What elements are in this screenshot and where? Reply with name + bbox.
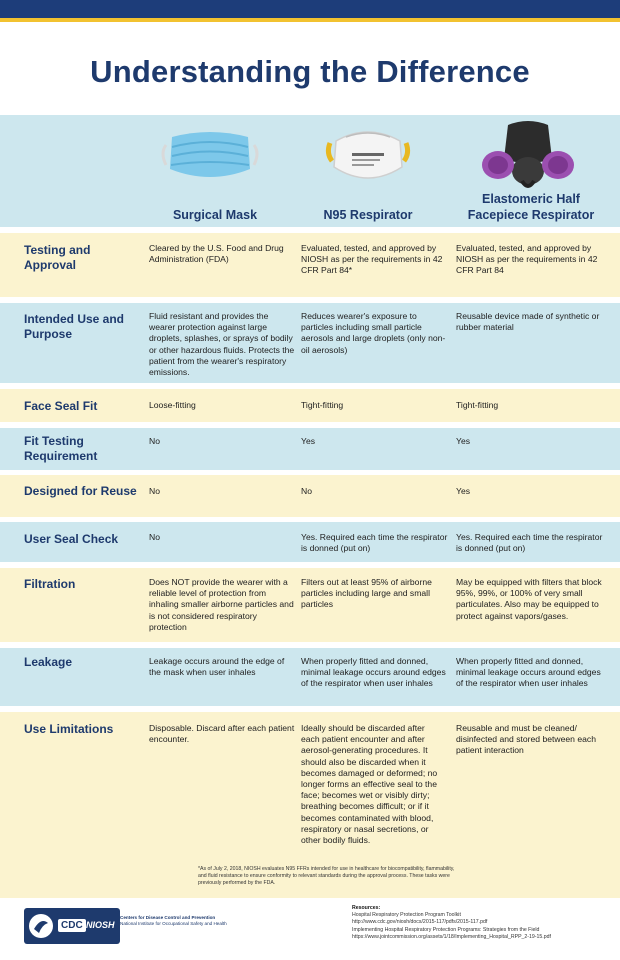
cdc-niosh-logo bbox=[24, 908, 120, 944]
resource-2-title: Implementing Hospital Respiratory Protection Programs: Strategies from the Field bbox=[352, 926, 540, 933]
row-leakage bbox=[0, 648, 620, 706]
resources bbox=[352, 905, 612, 941]
cell-sealcheck-elastomeric: Yes. Required each time the respirator is donned (put on) bbox=[456, 532, 603, 554]
cell-testing-surgical: Cleared by the U.S. Food and Drug Administration (FDA) bbox=[149, 243, 284, 265]
resource-2-link[interactable]: https://www.jointcommission.org/assets/1/18/Implementing_Hospital_RPP_2-19-15.pdf bbox=[352, 933, 551, 940]
row-fittest bbox=[0, 428, 620, 470]
cdc-logo-text: CDC bbox=[58, 919, 86, 932]
cell-sealcheck-n95: Yes. Required each time the respirator is donned (put on) bbox=[301, 532, 448, 554]
cell-filtration-surgical: Does NOT provide the wearer with a reliable level of protection from inhaling smaller airborne particles and is not considered respiratory protection bbox=[149, 577, 294, 632]
row-reuse bbox=[0, 475, 620, 517]
row-label-reuse: Designed for Reuse bbox=[24, 484, 137, 498]
row-label-fittest: Fit Testing Requirement bbox=[24, 434, 98, 463]
cell-leakage-elastomeric: When properly fitted and donned, minimal leakage occurs around edges of the respirator when user inhales bbox=[456, 656, 601, 689]
niosh-logo-text: NIOSH bbox=[86, 920, 115, 930]
org-niosh: National Institute for Occupational Safety and Health bbox=[120, 921, 227, 927]
top-banner-stripe bbox=[0, 18, 620, 22]
row-faceseal bbox=[0, 389, 620, 422]
cell-leakage-surgical: Leakage occurs around the edge of the mask when user inhales bbox=[149, 656, 285, 678]
cell-faceseal-n95: Tight-fitting bbox=[301, 400, 344, 410]
row-label-sealcheck: User Seal Check bbox=[24, 532, 119, 546]
cell-reuse-elastomeric: Yes bbox=[456, 486, 471, 496]
cell-reuse-n95: No bbox=[301, 486, 312, 496]
footer-org bbox=[120, 915, 240, 927]
column-header-surgical: Surgical Mask bbox=[172, 208, 258, 222]
row-label-intended: Intended Use and Purpose bbox=[24, 312, 125, 341]
org-cdc: Centers for Disease Control and Prevention bbox=[120, 915, 216, 920]
row-label-leakage: Leakage bbox=[24, 655, 73, 669]
row-filtration bbox=[0, 568, 620, 642]
cell-fittest-surgical: No bbox=[149, 436, 160, 446]
cell-limitations-n95: Ideally should be discarded after each patient encounter and after aerosol-generating procedures. It should also be discarded when it becomes damaged or deformed; no longer forms an effective seal to the face; becomes wet or visibly dirty; breathing becomes difficult; or if it becomes contaminated with blood, respiratory or nasal secretions, or other bodily fluids. bbox=[301, 723, 438, 846]
cell-faceseal-elastomeric: Tight-fitting bbox=[456, 400, 499, 410]
surgical-mask-icon bbox=[158, 123, 262, 191]
row-sealcheck bbox=[0, 522, 620, 562]
cell-fittest-elastomeric: Yes bbox=[456, 436, 471, 446]
cell-limitations-surgical: Disposable. Discard after each patient encounter. bbox=[149, 723, 295, 745]
cell-filtration-elastomeric: May be equipped with filters that block 95%, 99%, or 100% of very small particulates. Also may be equipped to protect against vapors/gases. bbox=[456, 577, 602, 621]
row-intended bbox=[0, 303, 620, 383]
n95-respirator-icon bbox=[322, 123, 414, 187]
header-band bbox=[0, 115, 620, 227]
cell-faceseal-surgical: Loose-fitting bbox=[149, 400, 196, 410]
page-title: Understanding the Difference bbox=[90, 54, 530, 89]
resource-1-title: Hospital Respiratory Protection Program Toolkit bbox=[352, 912, 461, 919]
cell-intended-n95: Reduces wearer's exposure to particles including small particle aerosols and large droplets (only non-oil aerosols) bbox=[301, 311, 446, 355]
row-label-testing: Testing and Approval bbox=[24, 243, 91, 272]
hhs-eagle-icon bbox=[28, 913, 54, 939]
cell-filtration-n95: Filters out at least 95% of airborne particles including large and small particles bbox=[301, 577, 432, 610]
cell-sealcheck-surgical: No bbox=[149, 532, 160, 542]
cell-testing-elastomeric: Evaluated, tested, and approved by NIOSH as per the requirements in 42 CFR Part 84 bbox=[456, 243, 598, 276]
cell-intended-elastomeric: Reusable device made of synthetic or rubber material bbox=[456, 311, 600, 333]
cell-testing-n95: Evaluated, tested, and approved by NIOSH as per the requirements in 42 CFR Part 84* bbox=[301, 243, 443, 276]
row-testing bbox=[0, 233, 620, 297]
top-banner bbox=[0, 0, 620, 22]
column-header-n95: N95 Respirator bbox=[323, 208, 413, 222]
footnote: *As of July 2, 2018, NIOSH evaluates N95 FFRs intended for use in healthcare for biocompatibility, flammability, and fluid resistance to ensure conformity to relevant standards during the approval process. These tasks were previously performed by the FDA. bbox=[198, 866, 455, 886]
row-label-filtration: Filtration bbox=[24, 577, 76, 591]
resources-heading: Resources: bbox=[352, 905, 381, 911]
elastomeric-respirator-icon bbox=[478, 119, 578, 195]
resource-1-link[interactable]: http://www.cdc.gov/niosh/docs/2015-117/pdfs/2015-117.pdf bbox=[352, 919, 488, 926]
cell-intended-surgical: Fluid resistant and provides the wearer protection against large droplets, splashes, or sprays of bodily or other hazardous fluids. Protects the patient from the wearer's respiratory emissions. bbox=[149, 311, 295, 378]
row-label-faceseal: Face Seal Fit bbox=[24, 399, 98, 413]
cell-leakage-n95: When properly fitted and donned, minimal leakage occurs around edges of the respirator when user inhales bbox=[301, 656, 446, 689]
column-header-elastomeric: Elastomeric Half Facepiece Respirator bbox=[467, 192, 595, 222]
cell-fittest-n95: Yes bbox=[301, 436, 316, 446]
row-label-limitations: Use Limitations bbox=[24, 722, 114, 736]
cell-reuse-surgical: No bbox=[149, 486, 160, 496]
cell-limitations-elastomeric: Reusable and must be cleaned/ disinfected and stored between each patient interaction bbox=[456, 723, 596, 756]
